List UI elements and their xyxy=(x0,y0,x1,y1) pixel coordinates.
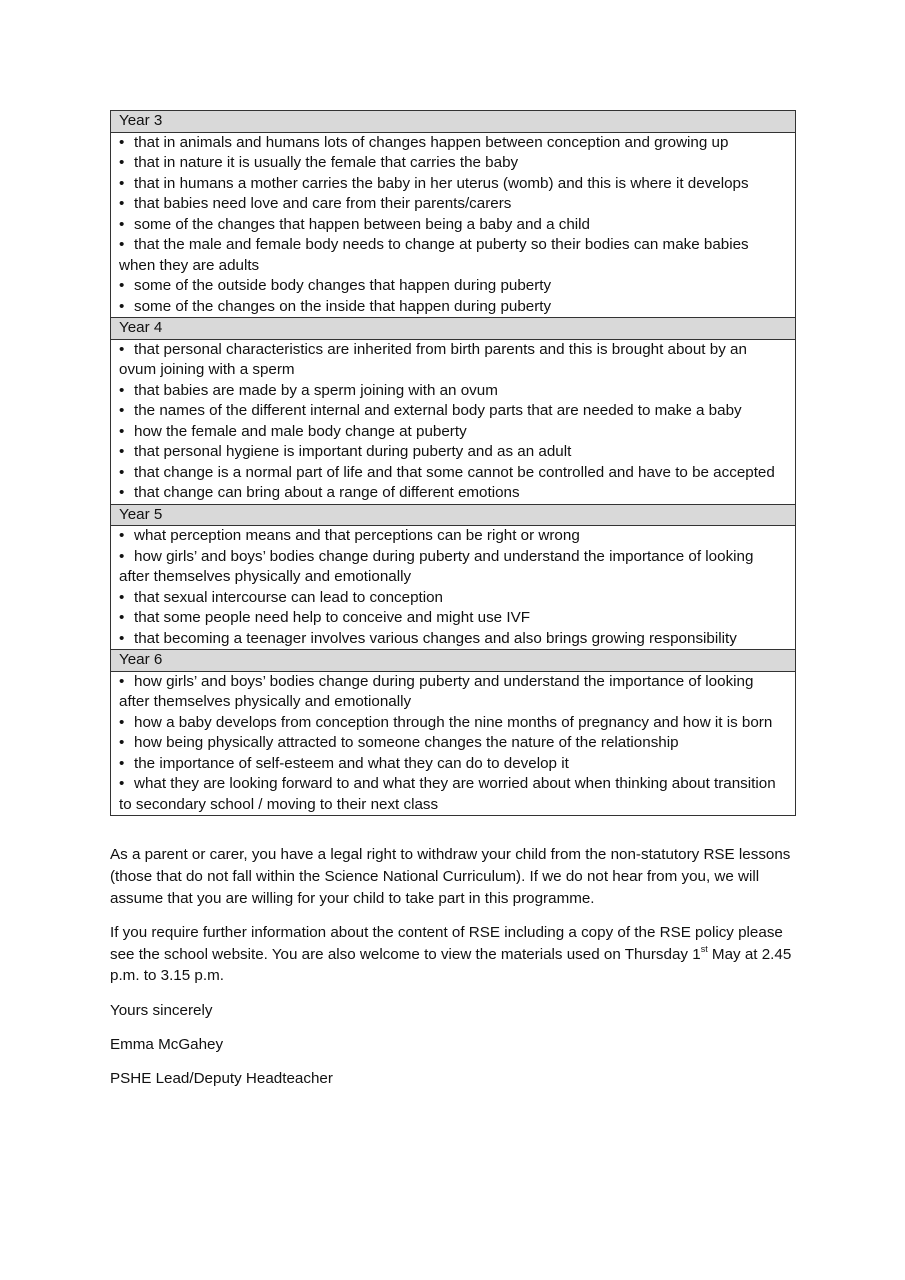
list-item xyxy=(119,153,787,174)
list-item-text: that in animals and humans lots of changes happen between conception and growing up xyxy=(134,133,729,151)
list-item-text: that babies need love and care from their parents/carers xyxy=(134,195,512,212)
list-item-text: that becoming a teenager involves various changes and also brings growing responsibility xyxy=(134,629,737,647)
year-content-cell xyxy=(111,339,796,504)
list-item xyxy=(119,442,787,463)
bullet-icon: • xyxy=(119,713,125,731)
list-item xyxy=(119,401,787,422)
bullet-icon: • xyxy=(119,609,125,626)
list-item xyxy=(119,463,787,484)
list-item-text: that personal hygiene is important during puberty and as an adult xyxy=(134,443,572,460)
bullet-icon: • xyxy=(119,672,125,690)
bullet-icon: • xyxy=(119,463,125,481)
list-item xyxy=(119,276,787,297)
bullet-icon: • xyxy=(119,402,125,419)
list-item-text: the importance of self-esteem and what they can do to develop it xyxy=(134,754,569,772)
list-item xyxy=(119,547,787,588)
list-item-text: that some people need help to conceive and might use IVF xyxy=(134,609,530,626)
list-item xyxy=(119,754,787,775)
bullet-icon: • xyxy=(119,484,125,501)
list-item xyxy=(119,174,787,195)
year-heading: Year 3 xyxy=(111,111,796,133)
signatory-name: Emma McGahey xyxy=(110,1036,224,1054)
list-item-text: that babies are made by a sperm joining with an ovum xyxy=(134,381,498,399)
list-item-text: some of the changes that happen between being a baby and a child xyxy=(134,215,590,233)
list-item-text: that in nature it is usually the female that carries the baby xyxy=(134,154,519,171)
curriculum-table-body xyxy=(111,111,796,816)
list-item-text: that the male and female body needs to change at puberty so their bodies can make babies when they are adults xyxy=(119,236,749,274)
curriculum-table xyxy=(110,110,796,816)
bullet-icon: • xyxy=(119,754,125,772)
list-item-text: how a baby develops from conception through the nine months of pregnancy and how it is born xyxy=(134,713,773,731)
list-item xyxy=(119,194,787,215)
bullet-icon: • xyxy=(119,588,125,606)
year-content-row xyxy=(111,339,796,504)
list-item xyxy=(119,133,787,154)
bullet-icon: • xyxy=(119,297,125,315)
list-item-text: what they are looking forward to and what they are worried about when thinking about transition to secondary school / moving to their next class xyxy=(119,775,776,813)
withdraw-paragraph: As a parent or carer, you have a legal right to withdraw your child from the non-statutory RSE lessons (those that do not fall within the Science National Curriculum). If we do not hear from you, we will assume that you are willing for your child to take part in this programme. xyxy=(110,846,791,907)
year-content-row xyxy=(111,526,796,650)
list-item xyxy=(119,235,787,276)
list-item xyxy=(119,526,787,547)
bullet-icon: • xyxy=(119,443,125,460)
bullet-icon: • xyxy=(119,277,125,294)
bullet-icon: • xyxy=(119,734,125,751)
year-header-row xyxy=(111,504,796,526)
list-item xyxy=(119,608,787,629)
year-heading: Year 5 xyxy=(111,504,796,526)
year-content-cell xyxy=(111,671,796,816)
closing-line: Yours sincerely xyxy=(110,1001,213,1019)
bullet-icon: • xyxy=(119,236,125,253)
bullet-icon: • xyxy=(119,340,125,358)
signatory-role: PSHE Lead/Deputy Headteacher xyxy=(110,1070,333,1088)
bullet-icon: • xyxy=(119,629,125,647)
list-item xyxy=(119,340,787,381)
year-content-cell xyxy=(111,132,796,318)
bullet-icon: • xyxy=(119,195,125,212)
info-paragraph-text: If you require further information about the content of RSE including a copy of the RSE policy please see the school website. You are also welcome to view the materials used on Thursday 1 xyxy=(110,923,783,963)
bullet-icon: • xyxy=(119,775,125,792)
year-content-row xyxy=(111,132,796,318)
list-item xyxy=(119,381,787,402)
list-item-text: how girls’ and boys’ bodies change during puberty and understand the importance of looking after themselves physically and emotionally xyxy=(119,547,754,585)
list-item-text: that change can bring about a range of different emotions xyxy=(134,484,520,501)
year-heading: Year 6 xyxy=(111,650,796,672)
list-item xyxy=(119,588,787,609)
bullet-icon: • xyxy=(119,527,125,544)
list-item xyxy=(119,713,787,734)
list-item xyxy=(119,422,787,443)
letter-body xyxy=(110,844,796,1090)
year-header-row xyxy=(111,650,796,672)
bullet-icon: • xyxy=(119,381,125,399)
list-item-text: some of the changes on the inside that happen during puberty xyxy=(134,297,552,315)
list-item xyxy=(119,483,787,504)
bullet-icon: • xyxy=(119,174,125,192)
bullet-icon: • xyxy=(119,422,125,440)
date-ordinal-suffix: st xyxy=(700,943,708,954)
list-item-text: that sexual intercourse can lead to conception xyxy=(134,588,444,606)
year-content-row xyxy=(111,671,796,816)
year-heading: Year 4 xyxy=(111,318,796,340)
list-item-text: what perception means and that perceptions can be right or wrong xyxy=(134,527,580,544)
list-item-text: that in humans a mother carries the baby in her uterus (womb) and this is where it develops xyxy=(134,174,749,192)
list-item xyxy=(119,672,787,713)
list-item-text: how the female and male body change at puberty xyxy=(134,422,467,440)
year-header-row xyxy=(111,111,796,133)
info-paragraph-text-end: May at 2.45 p.m. to 3.15 p.m. xyxy=(110,945,792,985)
year-content-cell xyxy=(111,526,796,650)
list-item-text: that change is a normal part of life and that some cannot be controlled and have to be accepted xyxy=(134,463,775,481)
list-item xyxy=(119,297,787,318)
list-item xyxy=(119,774,787,815)
list-item-text: how being physically attracted to someone changes the nature of the relationship xyxy=(134,734,679,751)
list-item-text: that personal characteristics are inherited from birth parents and this is brought about by an ovum joining with a sperm xyxy=(119,340,747,378)
list-item xyxy=(119,629,787,650)
bullet-icon: • xyxy=(119,154,125,171)
list-item-text: the names of the different internal and external body parts that are needed to make a baby xyxy=(134,402,742,419)
bullet-icon: • xyxy=(119,215,125,233)
info-paragraph xyxy=(110,922,796,987)
list-item-text: how girls’ and boys’ bodies change during puberty and understand the importance of looking after themselves physically and emotionally xyxy=(119,672,754,710)
bullet-icon: • xyxy=(119,547,125,565)
list-item-text: some of the outside body changes that happen during puberty xyxy=(134,277,552,294)
bullet-icon: • xyxy=(119,133,125,151)
document-page xyxy=(110,110,796,1103)
list-item xyxy=(119,733,787,754)
year-header-row xyxy=(111,318,796,340)
list-item xyxy=(119,215,787,236)
